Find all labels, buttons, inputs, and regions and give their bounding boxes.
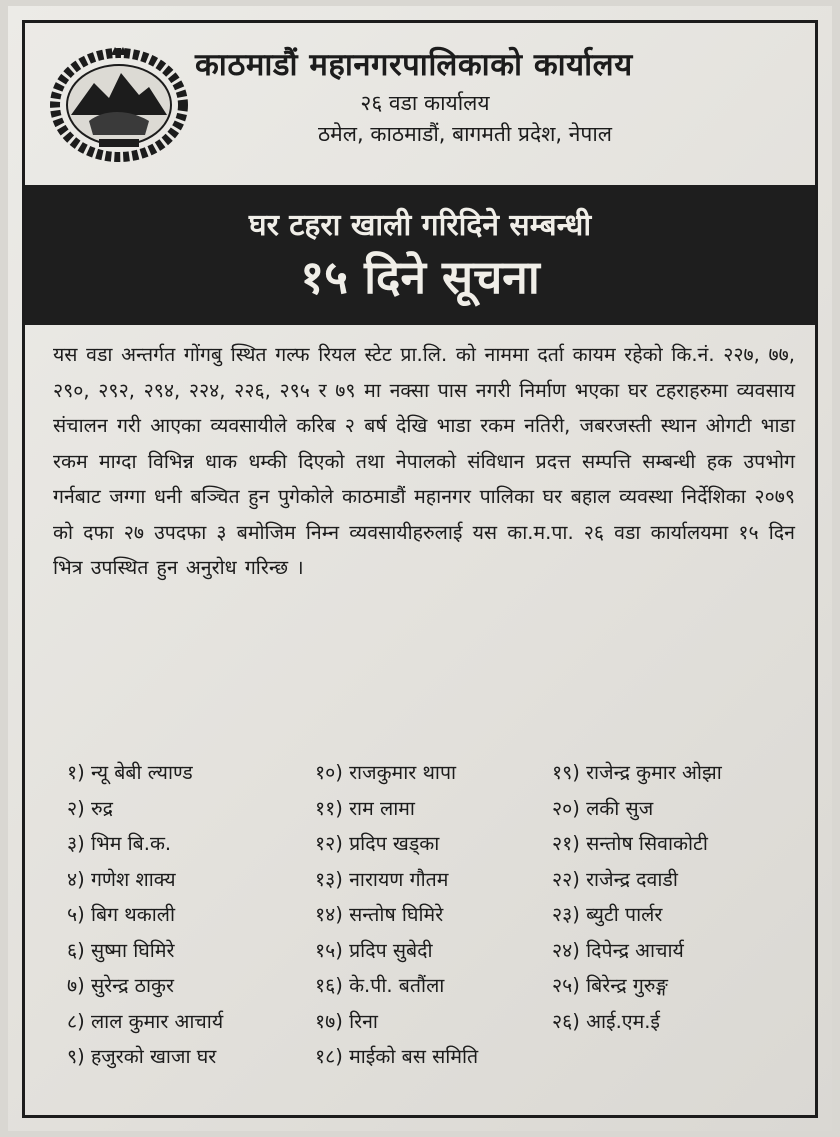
- names-column-3: [552, 755, 722, 1039]
- office-address: ठमेल, काठमाडौं, बागमती प्रदेश, नेपाल: [317, 122, 613, 146]
- newspaper-page: [8, 6, 832, 1131]
- list-item: ६) सुष्मा घिमिरे: [67, 938, 175, 962]
- names-column-2: [315, 755, 478, 1075]
- list-item: ९) हजुरको खाजा घर: [67, 1045, 217, 1068]
- list-item: १०) राजकुमार थापा: [315, 761, 457, 784]
- office-title: काठमाडौं महानगरपालिकाको कार्यालय: [195, 47, 633, 83]
- list-item: १२) प्रदिप खड्का: [315, 832, 440, 855]
- list-item: १९) राजेन्द्र कुमार ओझा: [552, 761, 722, 784]
- nepal-emblem-icon: [49, 43, 189, 163]
- notice-header: [25, 23, 815, 183]
- list-item: २४) दिपेन्द्र आचार्य: [552, 938, 684, 962]
- notice-body: यस वडा अन्तर्गत गोंगबु स्थित गल्फ रियल स्टेट प्रा.लि. को नाममा दर्ता कायम रहेको कि.नं. २२७, ७७, २९०, २९२, २९४, २२४, २२६, २९५ र ७९ मा नक्सा पास नगरी निर्माण भएका घर टहराहरुमा व्यवसाय संचालन गरी आएका व्यवसायीले करिब २ बर्ष देखि भाडा रकम नतिरी, जबरजस्ती स्थान ओगटी भाडा रकम माग्दा विभिन्न धाक धम्की दिएको तथा नेपालको संविधान प्रदत्त सम्पत्ति सम्बन्धी हक उपभोग गर्नबाट जग्गा धनी बञ्चित हुन पुगेकोले काठमाडौं महानगर पालिका घर बहाल व्यवस्था निर्देशिका २०७९ को दफा २७ उपदफा ३ बमोजिम निम्न व्यवसायीहरुलाई यस का.म.पा. २६ वडा कार्यालयमा १५ दिन भित्र उपस्थित हुन अनुरोध गरिन्छ ।: [53, 343, 795, 579]
- notice-subject: घर टहरा खाली गरिदिने सम्बन्धी: [248, 208, 592, 243]
- list-item: १४) सन्तोष घिमिरे: [315, 903, 444, 926]
- list-item: ३) भिम बि.क.: [67, 832, 172, 855]
- list-item: १५) प्रदिप सुबेदी: [315, 938, 433, 962]
- list-item: १८) माईको बस समिति: [315, 1045, 479, 1068]
- list-item: २०) लकी सुज: [552, 796, 654, 820]
- list-item: २३) ब्युटी पार्लर: [552, 903, 663, 926]
- list-item: २६) आई.एम.ई: [552, 1009, 661, 1033]
- list-item: ७) सुरेन्द्र ठाकुर: [67, 974, 175, 997]
- list-item: ११) राम लामा: [315, 796, 415, 820]
- notice-banner: [25, 185, 815, 325]
- list-item: २५) बिरेन्द्र गुरुङ्ग: [552, 974, 668, 997]
- list-item: ८) लाल कुमार आचार्य: [67, 1009, 224, 1033]
- list-item: १३) नारायण गौतम: [315, 867, 449, 891]
- list-item: २२) राजेन्द्र दवाडी: [552, 867, 678, 891]
- notice-frame: [22, 20, 818, 1118]
- names-column-1: [67, 755, 223, 1075]
- list-item: २) रुद्र: [67, 796, 113, 820]
- list-item: १७) रिना: [315, 1009, 378, 1033]
- list-item: १) न्यू बेबी ल्याण्ड: [67, 761, 193, 784]
- list-item: १६) के.पी. बतौंला: [315, 974, 445, 997]
- notice-heading: १५ दिने सूचना: [300, 250, 540, 304]
- ward-office-label: २६ वडा कार्यालय: [360, 91, 490, 115]
- list-item: ४) गणेश शाक्य: [67, 867, 176, 891]
- list-item: २१) सन्तोष सिवाकोटी: [552, 832, 708, 855]
- list-item: ५) बिग थकाली: [67, 903, 176, 926]
